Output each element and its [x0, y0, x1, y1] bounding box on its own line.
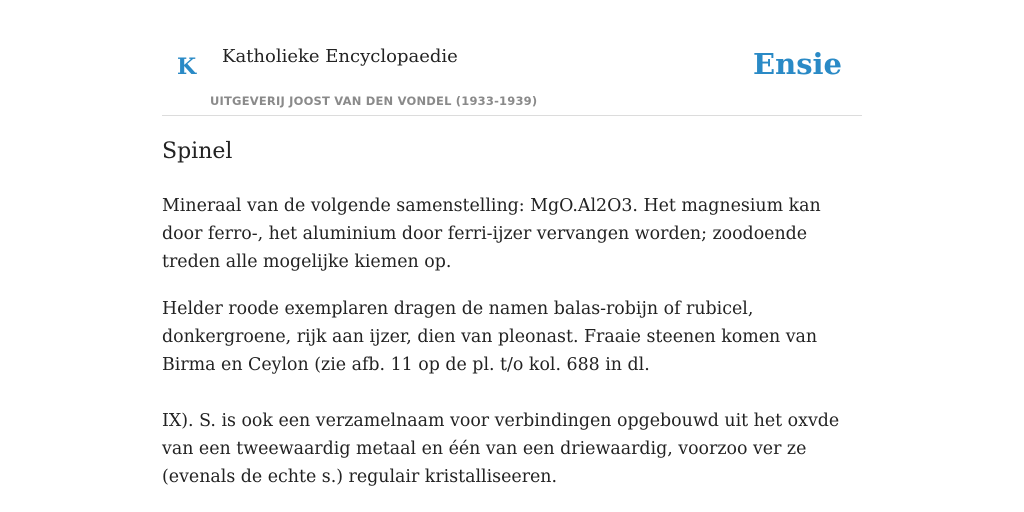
ensie-logo[interactable]: Ensie	[753, 47, 842, 81]
publisher-label: UITGEVERIJ JOOST VAN DEN VONDEL (1933-1939)	[210, 94, 538, 108]
source-logo[interactable]: K	[177, 54, 197, 80]
entry-title: Spinel	[162, 139, 233, 164]
article-page	[162, 0, 862, 487]
source-header	[162, 0, 862, 116]
source-title-link[interactable]: Katholieke Encyclopaedie	[222, 46, 458, 67]
entry-paragraph: Helder roode exemplaren dragen de namen balas-robijn of rubicel, donkergroene, rijk aan ijzer, dien van pleonast. Fraaie steenen komen van Birma en Ceylon (zie afb. 11 op de pl. t/o kol. 688 in dl.	[162, 299, 818, 375]
entry-paragraph: IX). S. is ook een verzamelnaam voor verbindingen opgebouwd uit het oxvde van een tweewaardig metaal en één van een driewaardig, voorzoo ver ze (evenals de echte s.) regulair kristalliseeren.	[162, 411, 840, 487]
entry-paragraph: Mineraal van de volgende samenstelling: MgO.Al2O3. Het magnesium kan door ferro-, het aluminium door ferri-ijzer vervangen worden; zoodoende treden alle mogelijke kiemen op.	[162, 196, 821, 272]
